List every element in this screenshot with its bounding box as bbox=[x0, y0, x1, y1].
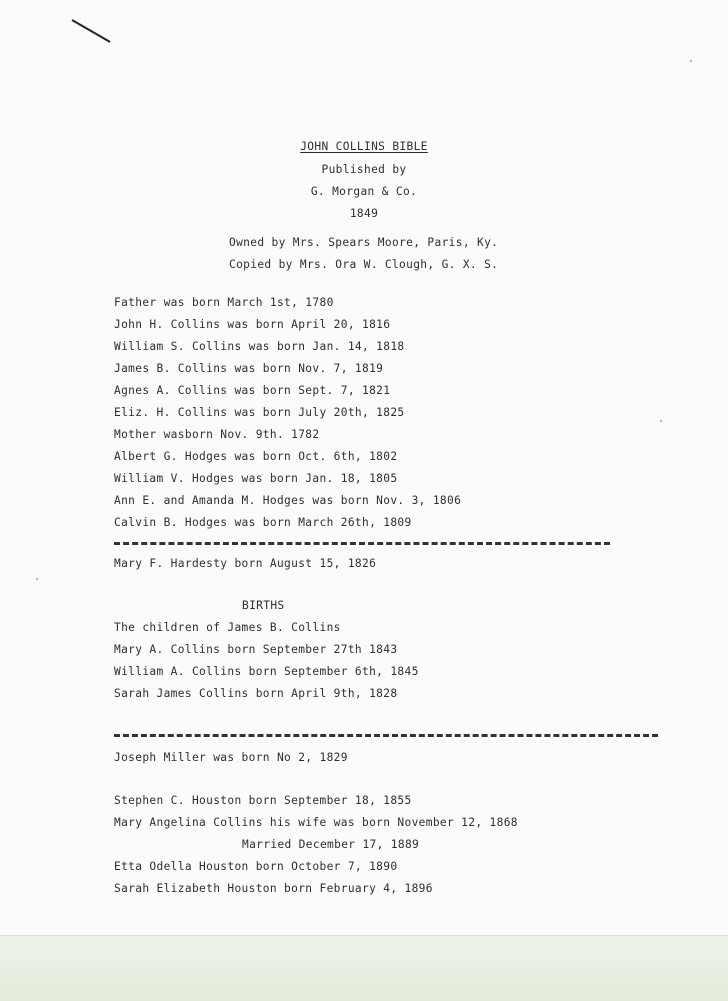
miller-entry: Joseph Miller was born No 2, 1829 bbox=[114, 751, 348, 764]
publication-year: 1849 bbox=[349, 207, 379, 220]
list-item: Agnes A. Collins was born Sept. 7, 1821 bbox=[114, 384, 391, 397]
list-item: Father was born March 1st, 1780 bbox=[114, 296, 334, 309]
hardesty-entry: Mary F. Hardesty born August 15, 1826 bbox=[114, 557, 377, 570]
list-item: William V. Hodges was born Jan. 18, 1805 bbox=[114, 472, 398, 485]
list-item: Sarah Elizabeth Houston born February 4, 1896 bbox=[114, 882, 433, 895]
pen-mark bbox=[72, 19, 111, 43]
list-item: Sarah James Collins born April 9th, 1828 bbox=[114, 687, 398, 700]
publisher: G. Morgan & Co. bbox=[310, 185, 418, 198]
list-item: William S. Collins was born Jan. 14, 1818 bbox=[114, 340, 405, 353]
dashed-divider bbox=[114, 542, 610, 545]
list-item: Etta Odella Houston born October 7, 1890 bbox=[114, 860, 398, 873]
list-item: William A. Collins born September 6th, 1845 bbox=[114, 665, 419, 678]
list-item: Mary Angelina Collins his wife was born November 12, 1868 bbox=[114, 816, 518, 829]
list-item: Albert G. Hodges was born Oct. 6th, 1802 bbox=[114, 450, 398, 463]
list-item: John H. Collins was born April 20, 1816 bbox=[114, 318, 391, 331]
paper-speck bbox=[660, 420, 662, 422]
births-heading: BIRTHS bbox=[242, 599, 285, 612]
list-item: Mary A. Collins born September 27th 1843 bbox=[114, 643, 398, 656]
paper-speck bbox=[690, 60, 692, 62]
copied-by: Copied by Mrs. Ora W. Clough, G. X. S. bbox=[229, 258, 499, 271]
marriage-entry: Married December 17, 1889 bbox=[242, 838, 420, 851]
list-item: Ann E. and Amanda M. Hodges was born Nov. 3, 1806 bbox=[114, 494, 462, 507]
list-item: The children of James B. Collins bbox=[114, 621, 341, 634]
owned-by: Owned by Mrs. Spears Moore, Paris, Ky. bbox=[229, 236, 499, 249]
paper-speck bbox=[36, 578, 38, 580]
list-item: Stephen C. Houston born September 18, 1855 bbox=[114, 794, 412, 807]
list-item: Calvin B. Hodges was born March 26th, 1809 bbox=[114, 516, 412, 529]
published-by: Published by bbox=[321, 163, 407, 176]
dashed-divider bbox=[114, 734, 658, 737]
document-title: JOHN COLLINS BIBLE bbox=[300, 140, 428, 153]
list-item: Eliz. H. Collins was born July 20th, 1825 bbox=[114, 406, 405, 419]
list-item: Mother wasborn Nov. 9th. 1782 bbox=[114, 428, 320, 441]
list-item: James B. Collins was born Nov. 7, 1819 bbox=[114, 362, 384, 375]
scan-bottom-strip bbox=[0, 935, 728, 1001]
